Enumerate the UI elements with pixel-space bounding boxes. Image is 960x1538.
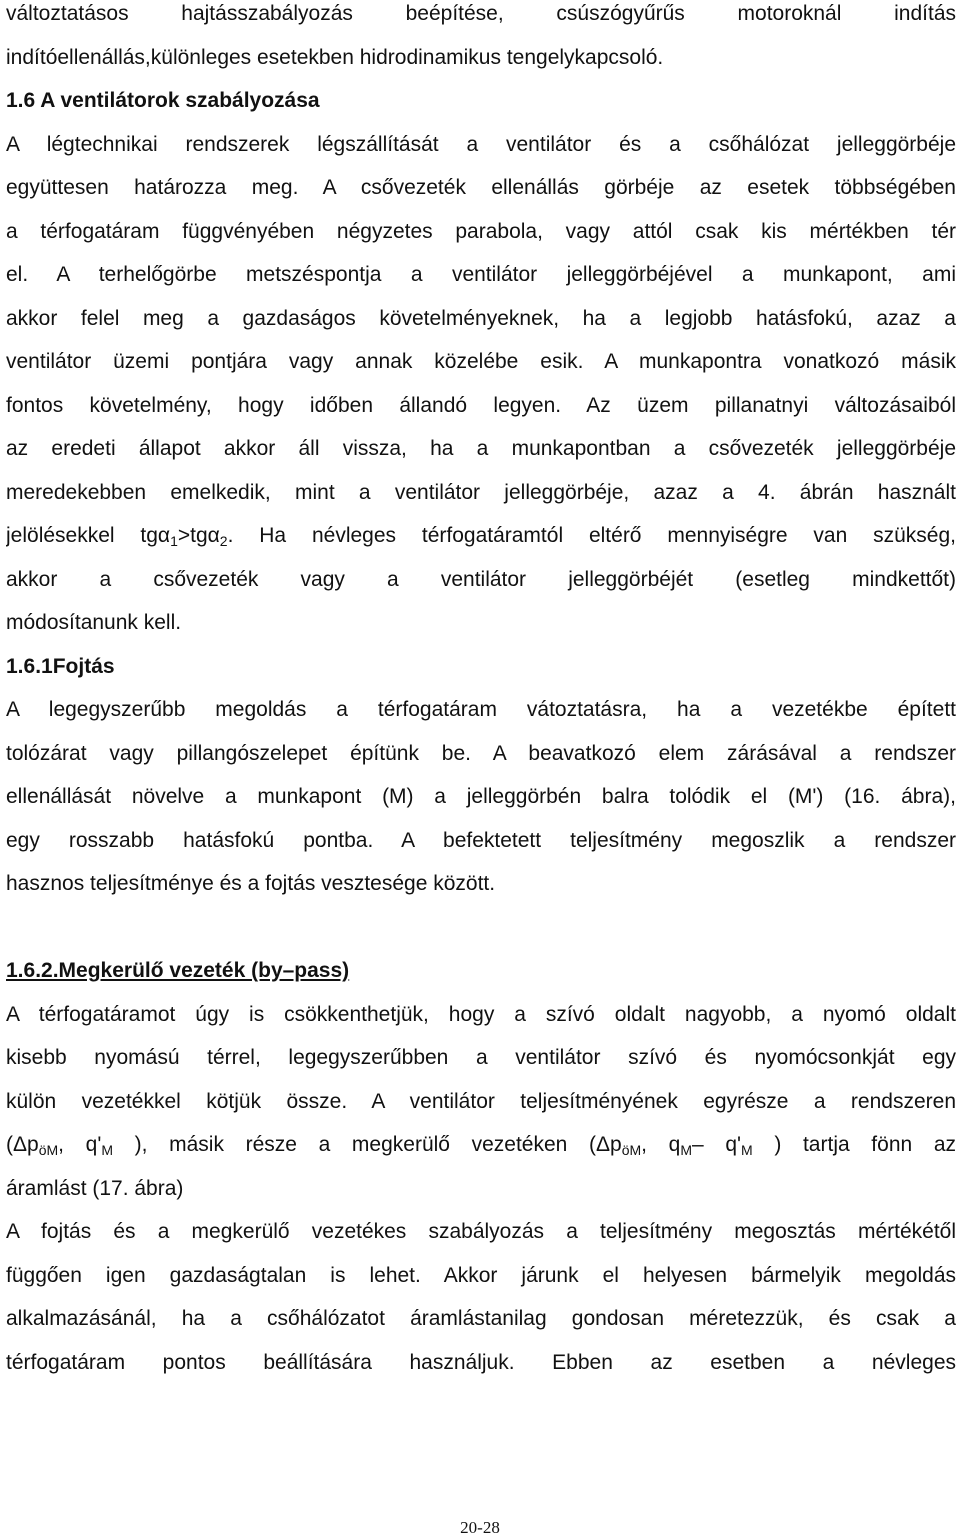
text-line: az eredeti állapot akkor áll vissza, ha a munkapontban a csővezeték jelleggörbéje	[6, 437, 956, 460]
text-line: alkalmazásánál, ha a csőhálózatot áramlástanilag gondosan méretezzük, és csak a	[6, 1307, 956, 1330]
text-run: (Δp	[6, 1133, 39, 1156]
text-run: >tgα	[177, 524, 220, 547]
text-run: ), másik része a megkerülő vezetéken (Δp	[113, 1133, 622, 1156]
text-line: A légtechnikai rendszerek légszállítását a ventilátor és a csőhálózat jelleggörbéje	[6, 132, 956, 156]
text-line: térfogatáram pontos beállítására használjuk. Ebben az esetben a névleges	[6, 1350, 956, 1374]
text-line: változtatásos hajtásszabályozás beépítése, csúszógyűrűs motoroknál indítás	[6, 2, 956, 25]
text-line: ellenállását növelve a munkapont (M) a jelleggörbén balra tolódik el (M') (16. ábra),	[6, 785, 956, 808]
text-line	[6, 514, 956, 558]
subsection-heading-bypass: 1.6.2.Megkerülő vezeték (by–pass)	[6, 959, 350, 982]
text-line: kisebb nyomású térrel, legegyszerűbben a ventilátor szívó és nyomócsonkját egy	[6, 1046, 956, 1069]
page-number: 20-28	[460, 1518, 500, 1537]
subscript: M	[101, 1142, 113, 1158]
subsection-heading-fojtas: 1.6.1Fojtás	[6, 654, 115, 678]
text-line: A fojtás és a megkerülő vezetékes szabályozás a teljesítmény megosztás mértékétől	[6, 1220, 956, 1243]
subscript: öM	[38, 1142, 59, 1158]
text-line: akkor a csővezeték vagy a ventilátor jelleggörbéjét (esetleg mindkettőt)	[6, 567, 956, 591]
text-line: külön vezetékkel kötjük össze. A ventilátor teljesítményének egyrésze a rendszeren	[6, 1089, 956, 1113]
text-run: – q'	[692, 1133, 742, 1156]
text-line: függően igen gazdaságtalan is lehet. Akkor járunk el helyesen bármelyik megoldás	[6, 1263, 956, 1287]
subscript: öM	[621, 1142, 642, 1158]
text-line	[6, 1123, 956, 1167]
text-line: hasznos teljesítménye és a fojtás vesztesége között.	[6, 872, 496, 895]
text-run: , q'	[58, 1133, 102, 1156]
text-run: jelölésekkel tgα	[6, 524, 171, 547]
blank-line	[6, 906, 956, 950]
subscript: 1	[170, 533, 178, 549]
text-line: fontos követelmény, hogy időben állandó legyen. Az üzem pillanatnyi változásaiból	[6, 393, 956, 417]
text-run: ) tartja fönn az	[752, 1133, 956, 1156]
text-line: egy rosszabb hatásfokú pontba. A befektetett teljesítmény megoszlik a rendszer	[6, 828, 956, 852]
text-line: áramlást (17. ábra)	[6, 1176, 184, 1200]
text-line: A térfogatáramot úgy is csökkenthetjük, hogy a szívó oldalt nagyobb, a nyomó oldalt	[6, 1002, 956, 1026]
text-run: . Ha névleges térfogatáramtól eltérő mennyiségre van szükség,	[227, 524, 956, 547]
subscript: M	[680, 1142, 692, 1158]
text-run: , q	[641, 1133, 681, 1156]
text-line: A legegyszerűbb megoldás a térfogatáram vátoztatásra, ha a vezetékbe épített	[6, 698, 956, 721]
text-line: meredekebben emelkedik, mint a ventilátor jelleggörbéje, azaz a 4. ábrán használt	[6, 480, 956, 504]
text-line: indítóellenállás,különleges esetekben hidrodinamikus tengelykapcsoló.	[6, 45, 664, 69]
subscript: M	[741, 1142, 753, 1158]
text-line: el. A terhelőgörbe metszéspontja a ventilátor jelleggörbéjével a munkapont, ami	[6, 263, 956, 286]
text-line: együttesen határozza meg. A csővezeték ellenállás görbéje az esetek többségében	[6, 176, 956, 199]
document-body	[6, 0, 956, 1384]
text-line: tolózárat vagy pillangószelepet építünk be. A beavatkozó elem zárásával a rendszer	[6, 741, 956, 765]
text-line: ventilátor üzemi pontjára vagy annak közelébe esik. A munkapontra vonatkozó másik	[6, 350, 956, 373]
subscript: 2	[219, 533, 228, 549]
text-line: a térfogatáram függvényében négyzetes parabola, vagy attól csak kis mértékben tér	[6, 219, 956, 243]
section-heading: 1.6 A ventilátorok szabályozása	[6, 89, 320, 112]
text-line: módosítanunk kell.	[6, 611, 182, 634]
text-line: akkor felel meg a gazdaságos követelményeknek, ha a legjobb hatásfokú, azaz a	[6, 306, 956, 330]
